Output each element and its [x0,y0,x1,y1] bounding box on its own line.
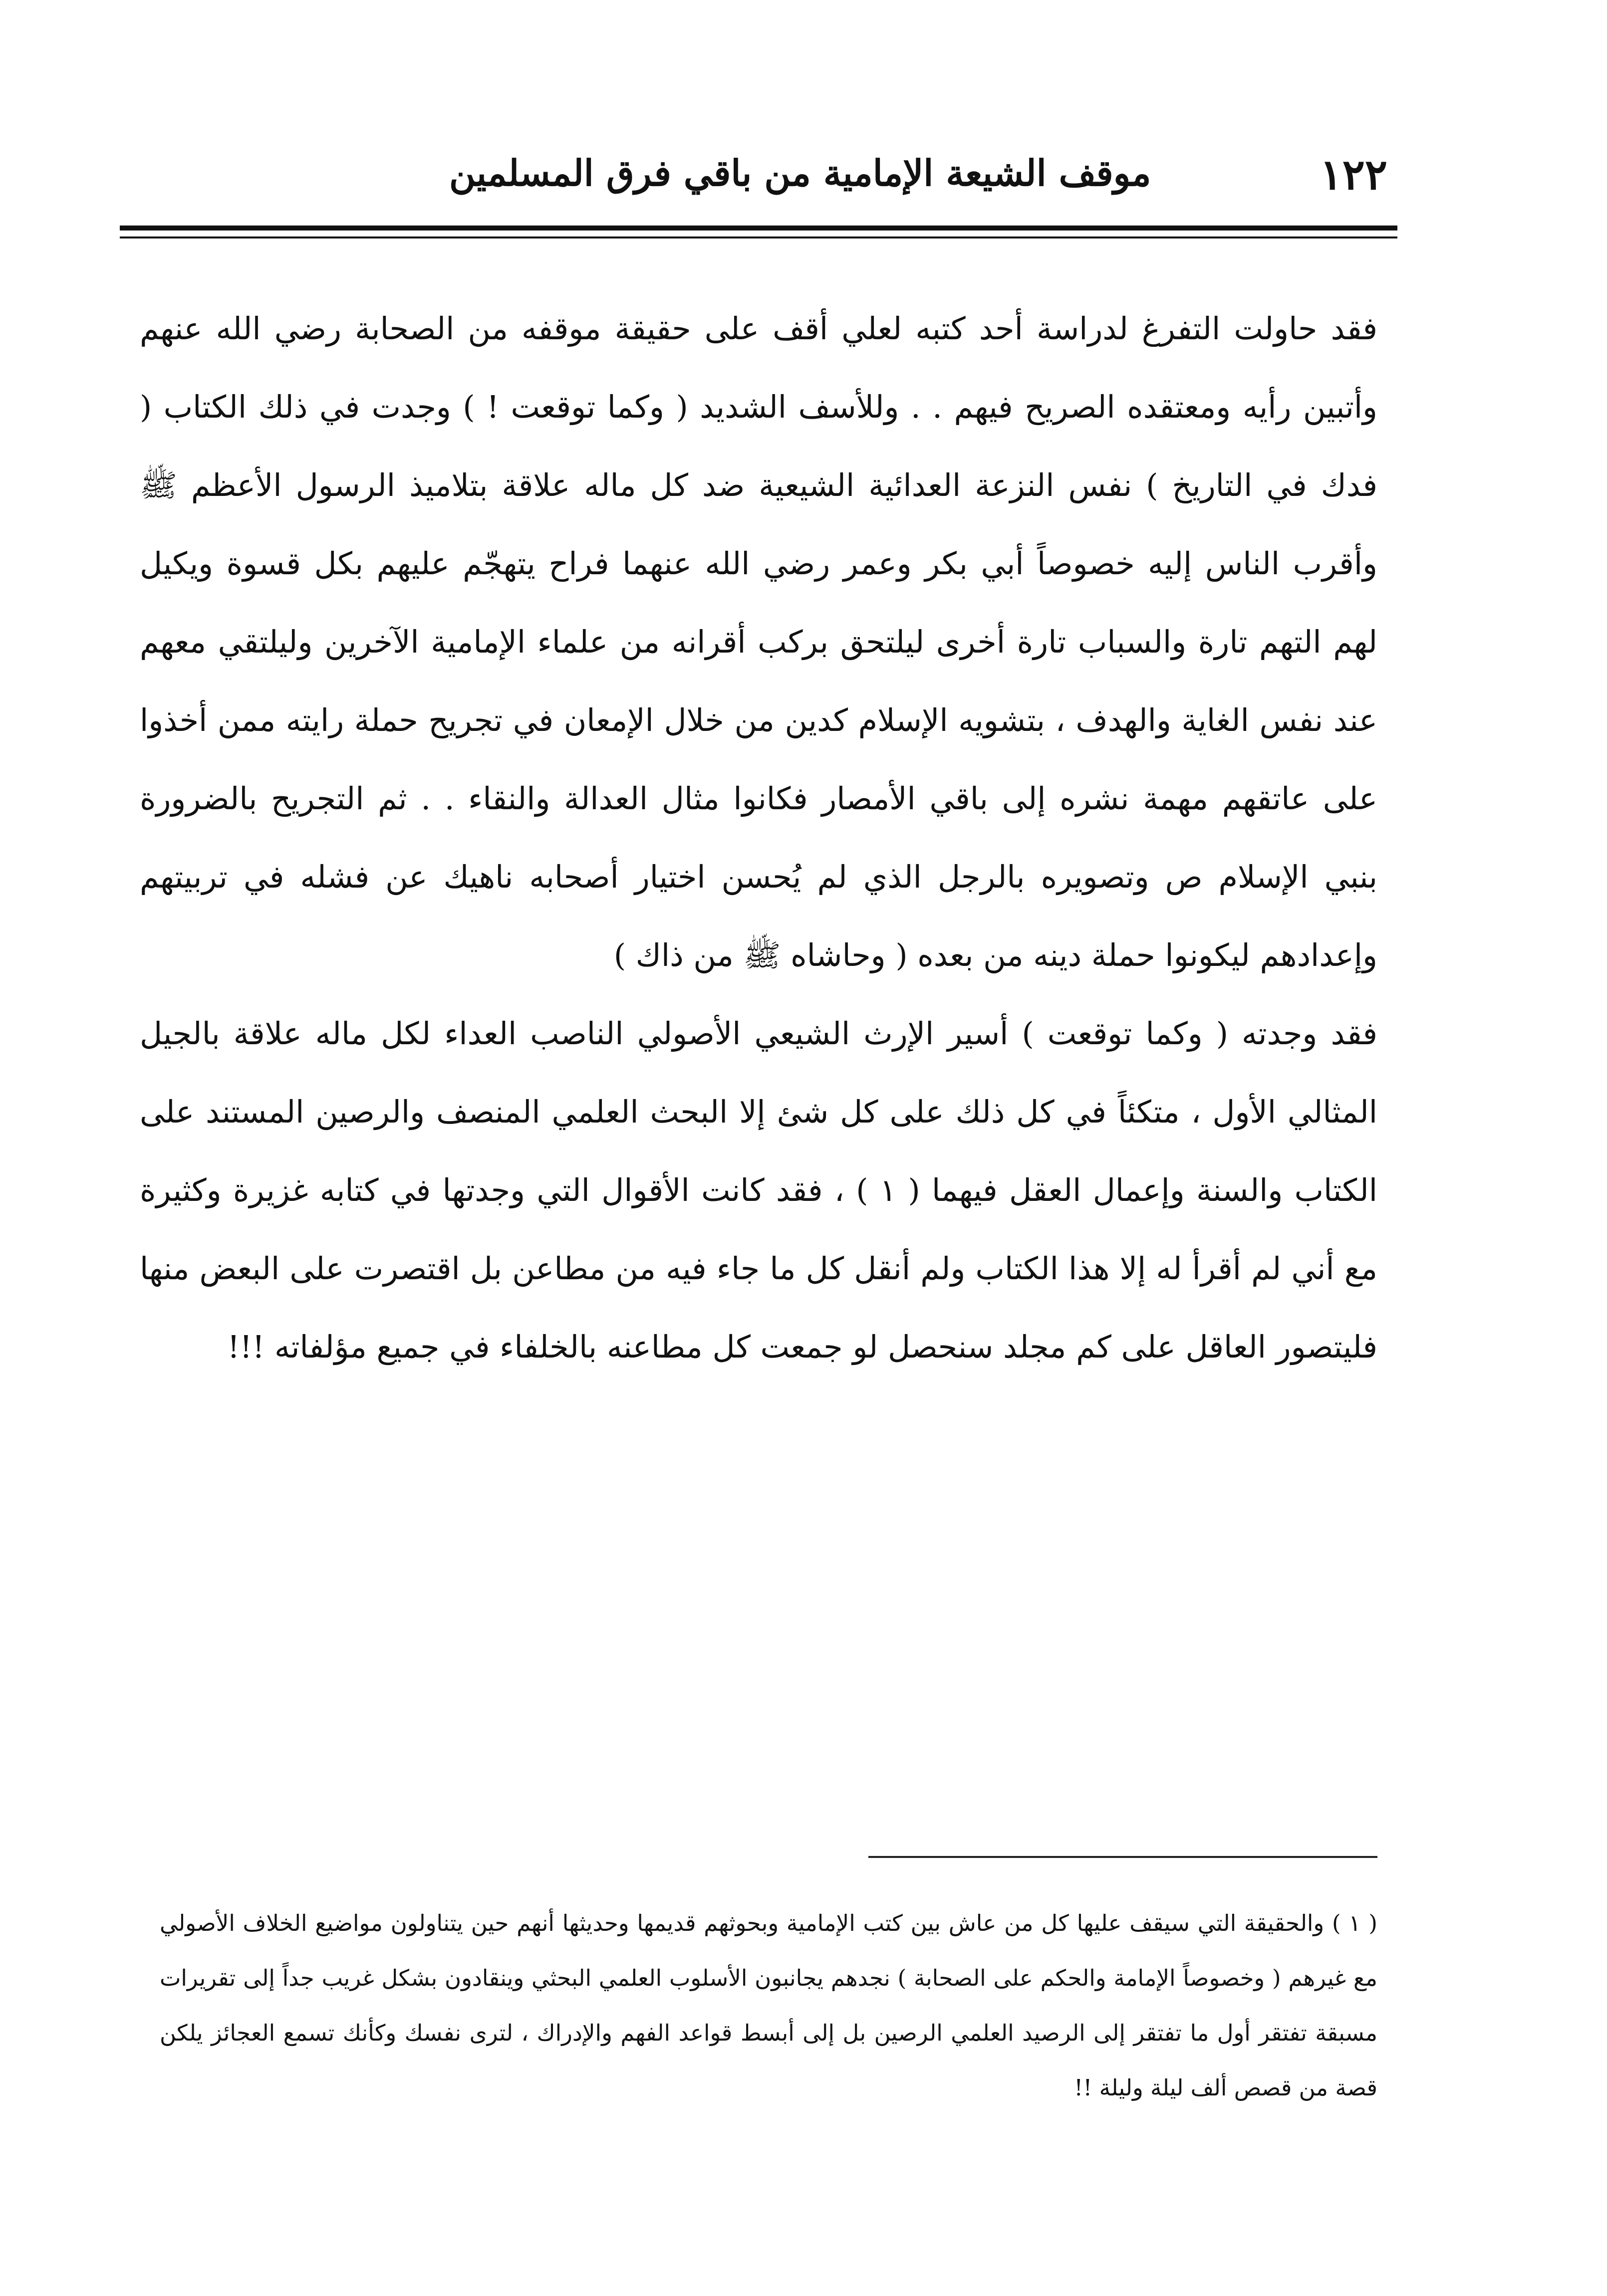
header-rule-thick [120,226,1397,230]
running-title: موقف الشيعة الإمامية من باقي فرق المسلمين [449,152,1151,194]
footnote-separator [868,1856,1377,1858]
paragraph-1: فقد حاولت التفرغ لدراسة أحد كتبه لعلي أقف على حقيقة موقفه من الصحابة رضي الله عنهم وأتبين رأيه ومعتقده الصريح فيهم . . وللأسف الشديد ( وكما توقعت ! ) وجدت في ذلك الكتاب ( فدك في التاريخ ) نفس النزعة العدائية الشيعية ضد كل ماله علاقة بتلاميذ الرسول الأعظم ﷺ وأقرب الناس إليه خصوصاً أبي بكر وعمر رضي الله عنهما فراح يتهجّم عليهم بكل قسوة ويكيل لهم التهم تارة والسباب تارة أخرى ليلتحق بركب أقرانه من علماء الإمامية الآخرين وليلتقي معهم عند نفس الغاية والهدف ، بتشويه الإسلام كدين من خلال الإمعان في تجريح حملة رايته ممن أخذوا على عاتقهم مهمة نشره إلى باقي الأمصار فكانوا مثال العدالة والنقاء . . ثم التجريح بالضرورة بنبي الإسلام ص وتصويره بالرجل الذي لم يُحسن اختيار أصحابه ناهيك عن فشله في تربيتهم وإعدادهم ليكونوا حملة دينه من بعده ( وحاشاه ﷺ من ذاك ) [140,310,1377,973]
main-text [140,289,1377,1386]
page-header [140,145,1397,205]
header-rule-thin [120,236,1397,238]
footnotes [160,1896,1377,2115]
page-number: ١٢٢ [1320,150,1387,199]
paragraph-2: فقد وجدته ( وكما توقعت ) أسير الإرث الشيعي الأصولي الناصب العداء لكل ماله علاقة بالجيل المثالي الأول ، متكئاً في كل ذلك على كل شئ إلا البحث العلمي المنصف والرصين المستند على الكتاب والسنة وإعمال العقل فيهما ( ١ ) ، فقد كانت الأقوال التي وجدتها في كتابه غزيرة وكثيرة مع أني لم أقرأ له إلا هذا الكتاب ولم أنقل كل ما جاء فيه من مطاعن بل اقتصرت على البعض منها فليتصور العاقل على كم مجلد سنحصل لو جمعت كل مطاعنه بالخلفاء في جميع مؤلفاته !!! [140,1015,1377,1365]
footnote-1: ( ١ ) والحقيقة التي سيقف عليها كل من عاش بين كتب الإمامية وبحوثهم قديمها وحديثها أنهم حين يتناولون مواضيع الخلاف الأصولي مع غيرهم ( وخصوصاً الإمامة والحكم على الصحابة ) نجدهم يجانبون الأسلوب العلمي البحثي وينقادون بشكل غريب جداً إلى تقريرات مسبقة تفتقر أول ما تفتقر إلى الرصيد العلمي الرصين بل إلى أبسط قواعد الفهم والإدراك ، لترى نفسك وكأنك تسمع العجائز يلكن قصة من قصص ألف ليلة وليلة !! [160,1910,1377,2101]
